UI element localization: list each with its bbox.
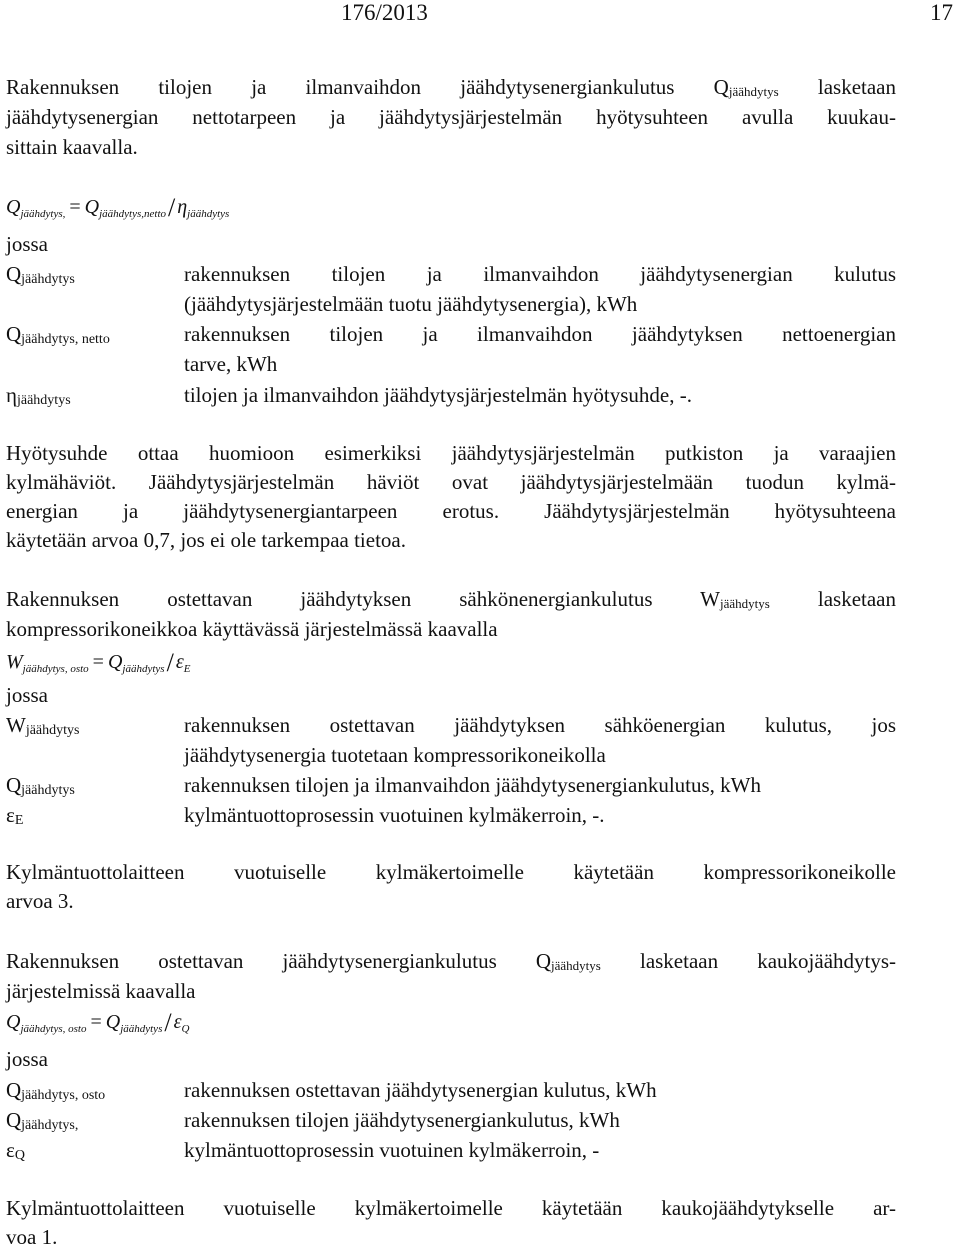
section2-def1-line2: jäähdytysenergia tuotetaan kompressorikoneikolla bbox=[184, 743, 606, 767]
section1-def1-line2: (jäähdytysjärjestelmään tuotu jäähdytysenergia), kWh bbox=[184, 292, 638, 316]
section2-def2-symbol: $Q_{jäähdytys}$ bbox=[6, 773, 75, 798]
section3-note-line1: Kylmäntuottolaitteen vuotuiselle kylmäkertoimelle käytetään kaukojäähdytykselle ar- bbox=[6, 1196, 896, 1220]
section3-def3-line1: kylmäntuottoprosessin vuotuinen kylmäkerroin, - bbox=[184, 1138, 600, 1162]
section2-def2-line1: rakennuksen tilojen ja ilmanvaihdon jäähdytysenergiankulutus, kWh bbox=[184, 773, 761, 797]
formula-electric-cooling: $W_{jäähdytys, osto} = Q_{jäähdytys}/$ $\varepsilon_E$ bbox=[6, 648, 191, 677]
section3-def2-line1: rakennuksen tilojen jäähdytysenergiankulutus, kWh bbox=[184, 1108, 620, 1132]
section1-def2-symbol: $Q_{jäähdytys, netto}$ bbox=[6, 322, 110, 347]
section1-intro-line-3: sittain kaavalla. bbox=[6, 135, 138, 159]
section1-intro-line-2: jäähdytysenergian nettotarpeen ja jäähdytysjärjestelmän hyötysuhteen avulla kuukau- bbox=[6, 105, 896, 129]
section3-def1-line1: rakennuksen ostettavan jäähdytysenergian kulutus, kWh bbox=[184, 1078, 657, 1102]
section1-def3-symbol: $\eta_{jäähdytys}$ bbox=[6, 383, 71, 408]
section1-note-line1: Hyötysuhde ottaa huomioon esimerkiksi jäähdytysjärjestelmän putkiston ja varaajien bbox=[6, 441, 896, 465]
formula-cooling-energy: $Q_{jäähdytys,} = Q_{jäähdytys,netto}/$ $\eta_{jäähdytys}$ bbox=[6, 193, 230, 222]
section1-note-line3: energian ja jäähdytysenergiantarpeen erotus. Jäähdytysjärjestelmän hyötysuhteena bbox=[6, 499, 896, 523]
section3-def3-symbol: $\varepsilon_Q$ bbox=[6, 1138, 25, 1163]
section1-def2-line2: tarve, kWh bbox=[184, 352, 278, 376]
section1-def1-line1: rakennuksen tilojen ja ilmanvaihdon jäähdytysenergian kulutus bbox=[184, 262, 896, 286]
section3-note-line2: voa 1. bbox=[6, 1225, 58, 1249]
section1-def3-line1: tilojen ja ilmanvaihdon jäähdytysjärjestelmän hyötysuhde, -. bbox=[184, 383, 692, 407]
section3-jossa: jossa bbox=[6, 1047, 48, 1071]
section1-jossa: jossa bbox=[6, 232, 48, 256]
section1-def1-symbol: $Q_{jäähdytys}$ bbox=[6, 262, 75, 287]
formula-district-cooling: $Q_{jäähdytys, osto} = Q_{jäähdytys}/$ $\varepsilon_Q$ bbox=[6, 1008, 190, 1037]
section3-def1-symbol: $Q_{jäähdytys, osto}$ bbox=[6, 1078, 106, 1103]
page-number: 17 bbox=[930, 0, 953, 25]
section2-def1-symbol: $W_{jäähdytys}$ bbox=[6, 713, 80, 738]
section1-def2-line1: rakennuksen tilojen ja ilmanvaihdon jäähdytyksen nettoenergian bbox=[184, 322, 896, 346]
section2-note-line1: Kylmäntuottolaitteen vuotuiselle kylmäkertoimelle käytetään kompressorikoneikolle bbox=[6, 860, 896, 884]
section1-intro-line-1: Rakennuksen tilojen ja ilmanvaihdon jäähdytysenergiankulutus $Q_{jäähdytys}$ lasketaan bbox=[6, 75, 896, 99]
section2-jossa: jossa bbox=[6, 683, 48, 707]
section3-intro-line-2: järjestelmissä kaavalla bbox=[6, 979, 196, 1003]
section2-note-line2: arvoa 3. bbox=[6, 889, 74, 913]
section2-intro-line-2: kompressorikoneikkoa käyttävässä järjestelmässä kaavalla bbox=[6, 617, 498, 641]
section3-intro-line-1: Rakennuksen ostettavan jäähdytysenergiankulutus $Q_{jäähdytys}$ lasketaan kaukojäähdytys- bbox=[6, 949, 897, 973]
section3-def2-symbol: $Q_{jäähdytys,}$ bbox=[6, 1108, 79, 1133]
document-number: 176/2013 bbox=[341, 0, 428, 25]
section2-def1-line1: rakennuksen ostettavan jäähdytyksen sähköenergian kulutus, jos bbox=[184, 713, 896, 737]
section2-def3-line1: kylmäntuottoprosessin vuotuinen kylmäkerroin, -. bbox=[184, 803, 605, 827]
section1-note-line4: käytetään arvoa 0,7, jos ei ole tarkempaa tietoa. bbox=[6, 528, 406, 552]
section2-intro-line-1: Rakennuksen ostettavan jäähdytyksen sähkönenergiankulutus $W_{jäähdytys}$ lasketaan bbox=[6, 587, 896, 611]
section1-note-line2: kylmähäviöt. Jäähdytysjärjestelmän häviöt ovat jäähdytysjärjestelmään tuodun kylmä- bbox=[6, 470, 896, 494]
section2-def3-symbol: $\varepsilon_E$ bbox=[6, 803, 24, 828]
